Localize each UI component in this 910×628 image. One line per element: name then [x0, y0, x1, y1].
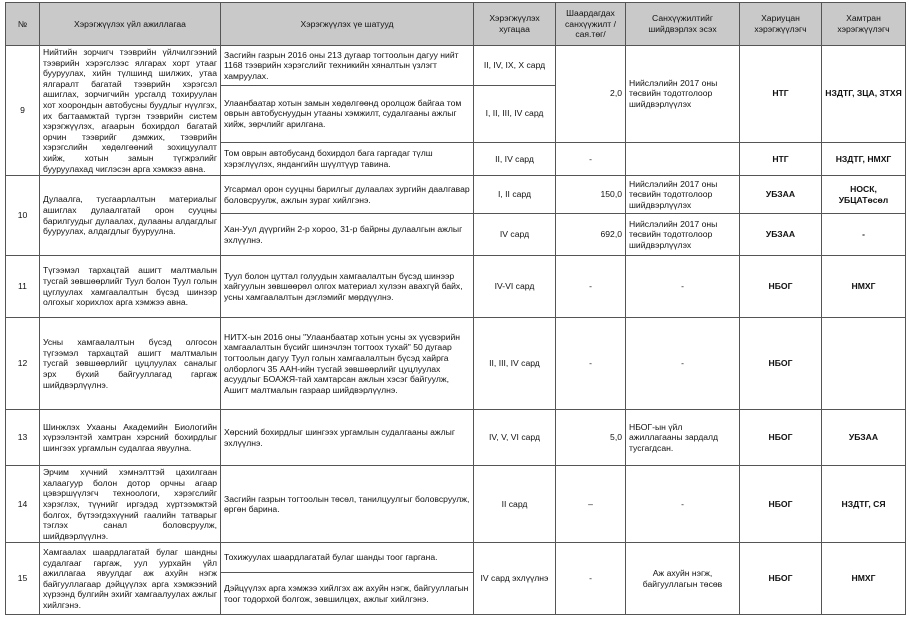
header-stages: Хэрэгжүүлэх үе шатууд	[221, 3, 474, 46]
period-cell: IV, V, VI сард	[474, 410, 556, 466]
responsible-cell: НБОГ	[740, 543, 822, 615]
stage-cell: Том оврын автобусанд бохирдол бага гаргадаг түлш хэрэглүүлэх, яндангийн шүүлтүүр тавина.	[221, 142, 474, 176]
funding-cell: 692,0	[556, 214, 626, 256]
activity-cell: Түгээмэл тархацтай ашигт малтмалын тусгай зөвшөөрлийг Туул болон Туул голын цуглуулах хамгаалалтын бүсэд шинээр олгохыг хорихлох арга хэмжээ авна.	[40, 256, 221, 318]
period-cell: II, III, IV сард	[474, 318, 556, 410]
responsible-cell: НТГ	[740, 142, 822, 176]
partners-cell: НЗДТГ, СЯ	[822, 466, 906, 543]
decision-cell: -	[626, 318, 740, 410]
table-row	[6, 466, 906, 543]
responsible-cell: НБОГ	[740, 318, 822, 410]
funding-cell: 2,0	[556, 46, 626, 143]
stage-cell: Засгийн газрын 2016 оны 213 дугаар тогтоолын дагуу нийт 1168 тээврийн хэрэгслийг техникийн хяналтын үзлэгт хамруулах.	[221, 46, 474, 86]
stage-cell: Тохижуулах шаардлагатай булаг шанды тоог гаргана.	[221, 543, 474, 573]
responsible-cell: УБЗАА	[740, 176, 822, 214]
table-row	[6, 543, 906, 573]
period-cell: II сард	[474, 466, 556, 543]
activity-cell: Нийтийн зорчигч тээврийн үйлчилгээний тээврийн хэрэгслээс ялгарах хорт утааг бууруулах, хийн түлшинд шилжих, утаа ялгаралт багатай тээврийн хэрэгсэл ашиглах, зорчигчийн урсгалд тохируулан хот хоорондын автобусны буудлыг нүүлгэх, их багтаамжтай түргэн тээврийн систем хэрэгжүүлэх, агаарын бохирдол багатай орчин тээврийг дэмжих, тээврийн хэрэгслийн хөдөлгөөний зохицуулалт хийж, хотын замын түгжрэлийг бууруулахад чиглэсэн арга хэмжээ авна.	[40, 46, 221, 176]
stage-cell: Засгийн газрын тогтоолын төсөл, танилцуулгыг боловсруулж, өргөн барина.	[221, 466, 474, 543]
decision-cell: Аж ахуйн нэгж, байгууллагын төсөв	[626, 543, 740, 615]
responsible-cell: НТГ	[740, 46, 822, 143]
partners-cell: НЗДТГ, НМХГ	[822, 142, 906, 176]
stage-cell: Хөрсний бохирдлыг шингээх ургамлын судалгааны ажлыг эхлүүлнэ.	[221, 410, 474, 466]
decision-cell: Нийслэлийн 2017 оны төсвийн тодотголоор шийдвэрлүүлэх	[626, 46, 740, 143]
decision-cell: Нийслэлийн 2017 оны төсвийн тодотголоор шийдвэрлүүлэх	[626, 214, 740, 256]
partners-cell	[822, 318, 906, 410]
responsible-cell: НБОГ	[740, 410, 822, 466]
stage-cell: НИТХ-ын 2016 оны "Улаанбаатар хотын усны эх үүсвэрийн хамгаалалтын бүсийг шинэчлэн тогтоох тухай" 50 дугаар тогтоолын дагуу Туул голын хамгаалалтын бүсэд хайрга олборлогч 35 ААН-ийн тусгай зөвшөөрлийг цуцлуулах асуудлыг БОАЖЯ-тай хамтарсан ажлын хэсэг байгуулж, Ашигт малтмалын газраар шийдвэрлүүлнэ.	[221, 318, 474, 410]
row-number: 14	[6, 466, 40, 543]
table-row	[6, 46, 906, 86]
partners-cell: НЗДТГ, ЗЦА, ЗТХЯ	[822, 46, 906, 143]
period-cell: IV сард эхлүүлнэ	[474, 543, 556, 615]
decision-cell	[626, 142, 740, 176]
responsible-cell: НБОГ	[740, 466, 822, 543]
activity-cell: Усны хамгаалалтын бүсэд олгосон түгээмэл тархацтай ашигт малтмалын тусгай зөвшөөрлийг цуцлуулах саналыг эрх бүхий байгууллагад гаргаж шийдвэрлүүлнэ.	[40, 318, 221, 410]
period-cell: IV сард	[474, 214, 556, 256]
period-cell: IV-VI сард	[474, 256, 556, 318]
period-cell: I, II сард	[474, 176, 556, 214]
decision-cell: -	[626, 466, 740, 543]
table-header-row	[6, 3, 906, 46]
partners-cell: НОСК, УБЦАТөсөл	[822, 176, 906, 214]
decision-cell: -	[626, 256, 740, 318]
partners-cell: -	[822, 214, 906, 256]
activity-cell: Дулаалга, тусгаарлалтын материалыг ашиглах дулаалгатай орон сууцны барилгуудыг дулаалах, дулааны алдагдлыг бууруулах, алдагдлыг бууруулна.	[40, 176, 221, 256]
table-row	[6, 410, 906, 466]
funding-cell: 150,0	[556, 176, 626, 214]
activity-cell: Хамгаалах шаардлагатай булаг шандны судалгааг гаргаж, уул уурхайн үйл ажиллагаа явуулдаг аж ахуйн нэгж байгууллагаар дэйцүүлэх арга хэмжээний хүрээнд булгийн эхийг хамгаалуулах ажлыг хийлгэнэ.	[40, 543, 221, 615]
table-row	[6, 318, 906, 410]
responsible-cell: НБОГ	[740, 256, 822, 318]
action-plan-table	[5, 2, 906, 615]
header-decision: Санхүүжилтийг шийдвэрлэх эсэх	[626, 3, 740, 46]
funding-cell: –	[556, 466, 626, 543]
stage-cell: Хан-Уул дүүргийн 2-р хороо, 31-р байрны дулаалгын ажлыг эхлүүлнэ.	[221, 214, 474, 256]
table-row	[6, 256, 906, 318]
period-cell: I, II, III, IV сард	[474, 85, 556, 142]
header-activity: Хэрэгжүүлэх үйл ажиллагаа	[40, 3, 221, 46]
funding-cell: -	[556, 318, 626, 410]
partners-cell: УБЗАА	[822, 410, 906, 466]
period-cell: II, IV сард	[474, 142, 556, 176]
partners-cell: НМХГ	[822, 256, 906, 318]
row-number: 11	[6, 256, 40, 318]
responsible-cell: УБЗАА	[740, 214, 822, 256]
header-period: Хэрэгжүүлэх хугацаа	[474, 3, 556, 46]
row-number: 12	[6, 318, 40, 410]
row-number: 15	[6, 543, 40, 615]
header-partners: Хамтран хэрэгжүүлэгч	[822, 3, 906, 46]
stage-cell: Туул болон цуттал голуудын хамгаалалтын бүсэд шинээр хайгуулын зөвшөөрөл олгох материал хүлээн авахгүй байх, усны хамгаалалтын дэглэмийг мөрдүүлнэ.	[221, 256, 474, 318]
activity-cell: Эрчим хүчний хэмнэлттэй цахилгаан халаагуур болон дотор орчны агаар цэвэршүүлэгч техноологи, хэрэгслийг хэрэглэх, түүнийг иргэдэд хүртээмжтэй болгох, бүтээгдэхүүний гаалийн татварыг тэглэх санал боловсруулж, шийдвэрлүүлнэ.	[40, 466, 221, 543]
row-number: 10	[6, 176, 40, 256]
funding-cell: 5,0	[556, 410, 626, 466]
funding-cell: -	[556, 142, 626, 176]
stage-cell: Угсармал орон сууцны барилгыг дулаалах зургийн даалгавар боловсруулж, ажлын зураг хийлгэнэ.	[221, 176, 474, 214]
row-number: 13	[6, 410, 40, 466]
decision-cell: Нийслэлийн 2017 оны төсвийн тодотголоор шийдвэрлүүлэх	[626, 176, 740, 214]
activity-cell: Шинжлэх Ухааны Академийн Биологийн хүрээлэнтэй хамтран хэрсний бохирдлыг шингээх ургамлын судалгаа явуулна.	[40, 410, 221, 466]
funding-cell: -	[556, 543, 626, 615]
table-row	[6, 176, 906, 214]
funding-cell: -	[556, 256, 626, 318]
header-number: №	[6, 3, 40, 46]
partners-cell: НМХГ	[822, 543, 906, 615]
stage-cell: Улаанбаатар хотын замын хөдөлгөөнд оролцож байгаа том оврын автобуснуудын утааны хэмжилт, судалгааны ажлыг хийж, зөрчлийг арилгана.	[221, 85, 474, 142]
stage-cell: Дэйцүүлэх арга хэмжээ хийлгэх аж ахуйн нэгж, байгууллагын тоог тодорхой болгож, зөвшилцөх, ажлыг хийлгэнэ.	[221, 573, 474, 615]
period-cell: II, IV, IX, X сард	[474, 46, 556, 86]
row-number: 9	[6, 46, 40, 176]
header-responsible: Хариуцан хэрэгжүүлэгч	[740, 3, 822, 46]
decision-cell: НБОГ-ын үйл ажиллагааны зардалд тусгагдсан.	[626, 410, 740, 466]
header-funding: Шаардагдах санхүүжилт /сая.төг/	[556, 3, 626, 46]
